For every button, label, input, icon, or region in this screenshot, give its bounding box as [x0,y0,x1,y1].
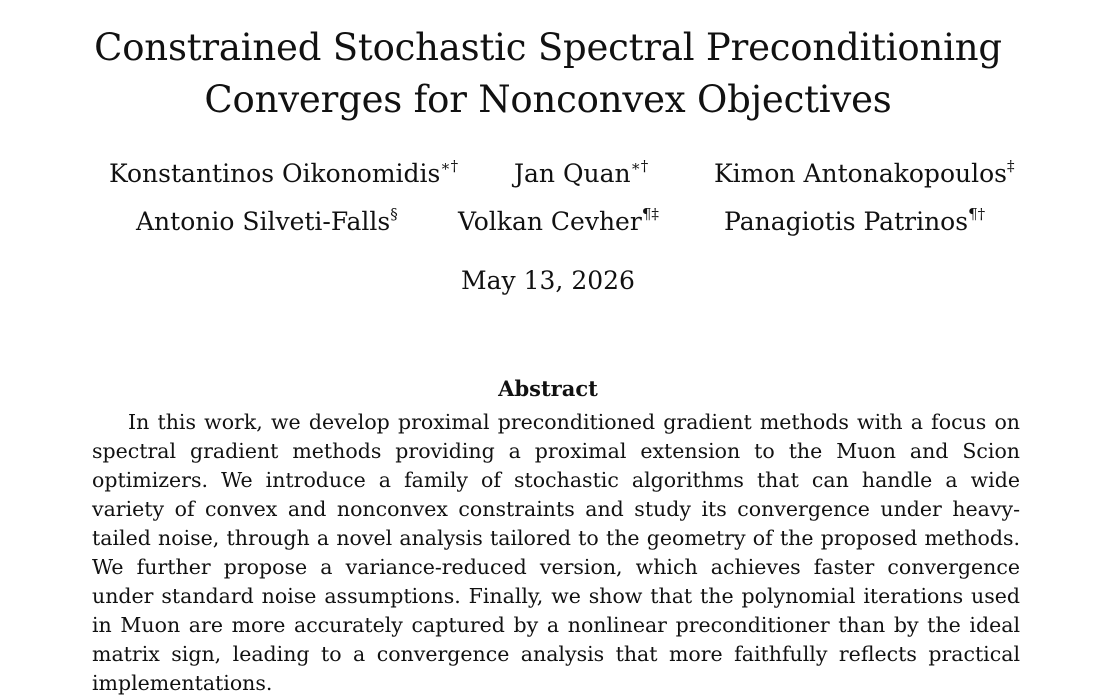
affiliation-marks: ¶† [968,204,986,223]
abstract-text: In this work, we develop proximal preconditioned gradient methods with a focus on spectral gradient methods providing a proximal extension to the Muon and Scion optimizers. We introduce a family of stochastic algorithms that can handle a wide variety of convex and nonconvex constraints and study its convergence under heavy-tailed noise, through a novel analysis tailored to the geometry of the proposed methods. We further propose a variance-reduced version, which achieves faster convergence under standard noise assumptions. Finally, we show that the polynomial iterations used in Muon are more accurately captured by a nonlinear preconditioner than by the ideal matrix sign, leading to a convergence analysis that more faithfully reflects practical implementations. [92,410,1020,695]
author-name: Jan Quan [514,159,631,188]
author-name: Konstantinos Oikonomidis [109,159,441,188]
affiliation-marks: ∗† [440,156,459,175]
author-name: Panagiotis Patrinos [724,207,969,236]
author-cevher [458,205,659,239]
paper-title: Constrained Stochastic Spectral Preconditioning Converges for Nonconvex Objectives [94,26,1002,121]
author-antonakopoulos [714,157,1014,191]
author-name: Kimon Antonakopoulos [714,159,1007,188]
author-row-1 [0,157,1096,191]
author-name: Volkan Cevher [458,207,642,236]
abstract-heading: Abstract [498,376,598,401]
author-patrinos [724,205,985,239]
affiliation-marks: § [390,204,398,223]
author-row-2 [0,205,1096,239]
paper-date: May 13, 2026 [461,266,635,295]
author-name: Antonio Silveti-Falls [136,207,391,236]
author-quan [514,157,648,191]
affiliation-marks: ∗† [630,156,649,175]
author-silveti-falls [136,205,398,239]
author-oikonomidis [109,157,458,191]
affiliation-marks: ‡ [1006,156,1015,175]
affiliation-marks: ¶‡ [641,204,659,223]
